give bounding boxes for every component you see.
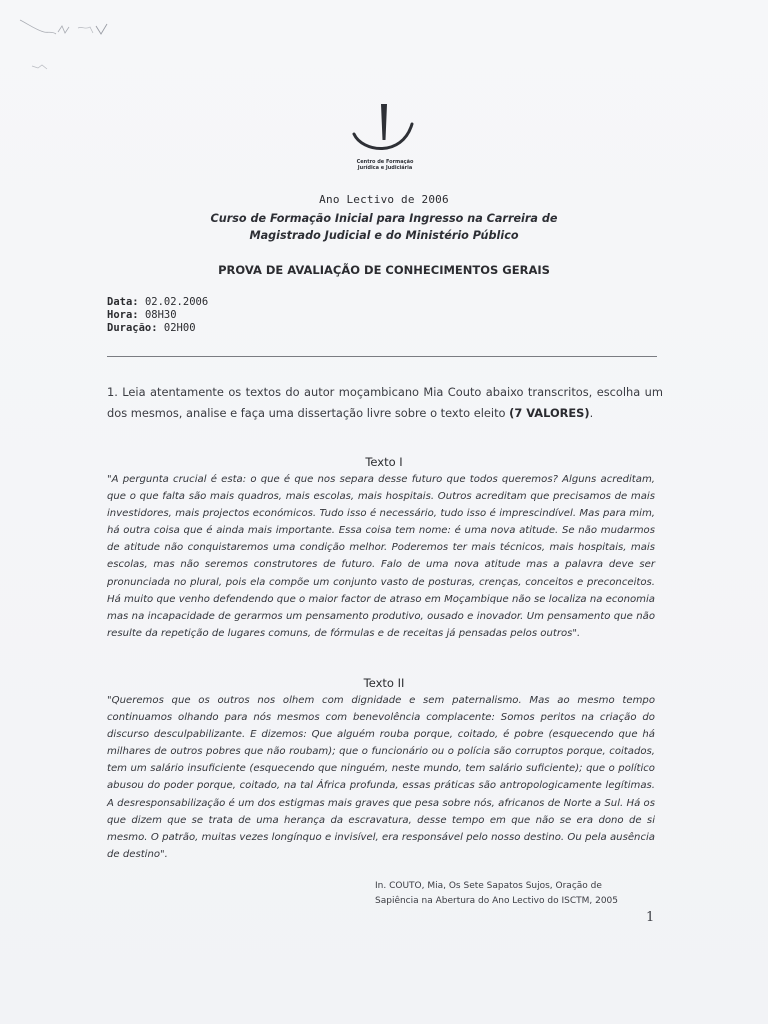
logo-caption-line-2: Jurídica e Judiciária [357,165,413,171]
question-score: (7 VALORES) [509,406,590,420]
exam-metadata [107,296,208,335]
page-number: 1 [646,910,655,925]
citation-line-1: In. COUTO, Mia, Os Sete Sapatos Sujos, Oração de [375,881,602,891]
time-value: 08H30 [144,309,177,321]
course-title-line-1: Curso de Formação Inicial para Ingresso na Carreira de [210,212,558,225]
texto-2-heading: Texto II [363,676,405,690]
logo-caption-line-1: Centro de Formação [356,159,414,165]
question-1 [107,382,663,424]
course-title [0,210,768,244]
question-end: . [589,406,594,420]
date-value: 02.02.2006 [144,296,209,308]
date-label: Data: [107,296,139,308]
source-citation [375,879,665,909]
exam-duration [107,322,208,335]
citation-line-2: Sapiência na Abertura do Ano Lectivo do ISCTM, 2005 [375,896,618,906]
duration-value: 02H00 [163,322,196,334]
institution-logo [340,100,430,160]
divider-line [107,356,657,357]
logo-caption [330,159,440,171]
exam-title: PROVA DE AVALIAÇÃO DE CONHECIMENTOS GERAIS [218,263,550,277]
texto-1-body: "A pergunta crucial é esta: o que é que nos separa desse futuro que todos queremos? Alguns acreditam, que o que falta são mais quadros, mais escolas, mais hospitais. Outros acreditam que precisamos de mais investidores, mais projectos económicos. Tudo isso é necessário, tudo isso é imprescindível. Mas para mim, há outra coisa que é ainda mais importante. Essa coisa tem nome: é uma nova atitude. Se não mudarmos de atitude não conquistaremos uma condição melhor. Poderemos ter mais técnicos, mais hospitais, mais escolas, mas não seremos construtores de futuro. Falo de uma nova atitude mas a palavra deve ser pronunciada no plural, pois ela compõe um conjunto vasto de posturas, crenças, conceitos e preconceitos. Há muito que venho defendendo que o maior factor de atraso em Moçambique não se localiza na economia mas na incapacidade de gerarmos um pensamento produtivo, ousado e inovador. Um pensamento que não resulte da repetição de lugares comuns, de fórmulas e de receitas já pensadas pelos outros". [107,474,655,639]
academic-year: Ano Lectivo de 2006 [319,193,449,206]
texto-1-heading: Texto I [365,455,403,469]
texto-2-body: "Queremos que os outros nos olhem com dignidade e sem paternalismo. Mas ao mesmo tempo continuamos olhando para nós mesmos com benevolência complacente: Somos peritos na criação do discurso desculpabilizante. E dizemos: Que alguém rouba porque, coitado, é pobre (esquecendo que há milhares de outros pobres que não roubam); que o funcionário ou o polícia são corruptos porque, coitados, tem um salário insuficiente (esquecendo que ninguém, neste mundo, tem salário suficiente); que o político abusou do poder porque, coitado, na tal África profunda, essas práticas são antropologicamente legítimas. A desresponsabilização é um dos estigmas mais graves que pesa sobre nós, africanos de Norte a Sul. Há os que dizem que se trata de uma herança da escravatura, desse tempo em que não se era dono de si mesmo. O patrão, muitas vezes longínquo e invisível, era responsável pelo nosso destino. Ou pela ausência de destino". [107,695,655,860]
scan-artifact-marks [18,14,138,84]
time-label: Hora: [107,309,139,321]
exam-date [107,296,208,309]
question-text: 1. Leia atentamente os textos do autor moçambicano Mia Couto abaixo transcritos, escolha um dos mesmos, analise e faça uma dissertação livre sobre o texto eleito [107,385,663,420]
duration-label: Duração: [107,322,158,334]
course-title-line-2: Magistrado Judicial e do Ministério Público [249,229,519,242]
exam-time [107,309,208,322]
